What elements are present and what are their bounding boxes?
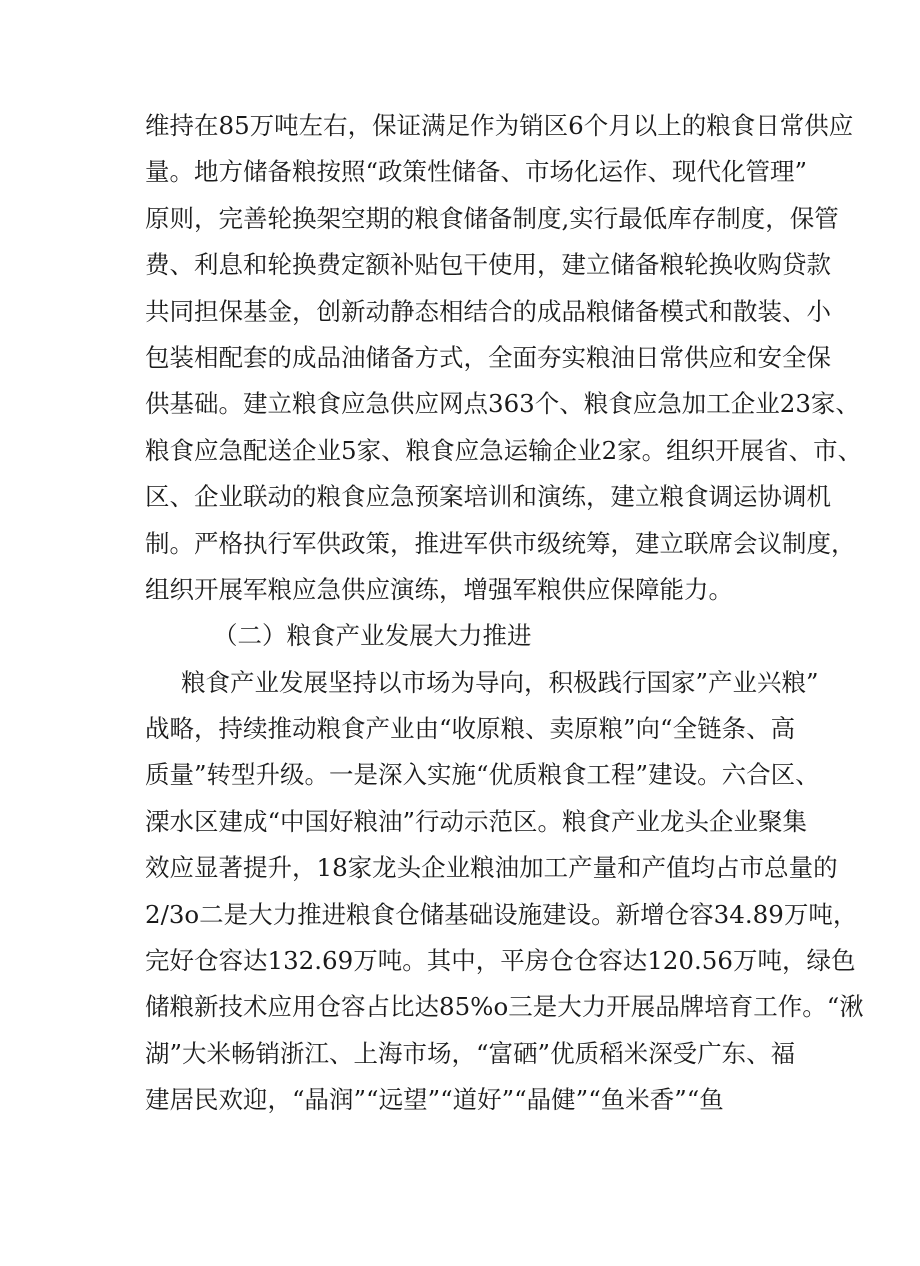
paragraph-2-line-8: 储粮新技术应用仓容占比达85%o三是大力开展品牌培育工作。“湫 <box>145 992 864 1022</box>
paragraph-1-line-10: 制。严格执行军供政策，推进军供市级统筹，建立联席会议制度， <box>145 528 856 558</box>
document-body <box>145 103 864 1124</box>
paragraph-2-line-1: 粮食产业发展坚持以市场为导向，积极践行国家”产业兴粮” <box>181 667 819 697</box>
paragraph-1-line-7: 供基础。建立粮食应急供应网点363个、粮食应急加工企业23家、 <box>145 389 860 419</box>
paragraph-2-line-6: 2/3o二是大力推进粮食仓储基础设施建设。新增仓容34.89万吨， <box>145 899 858 929</box>
paragraph-1-line-9: 区、企业联动的粮食应急预案培训和演练，建立粮食调运协调机 <box>145 482 831 512</box>
paragraph-2-line-7: 完好仓容达132.69万吨。其中，平房仓仓容达120.56万吨，绿色 <box>145 946 856 976</box>
paragraph-2-line-4: 溧水区建成“中国好粮油”行动示范区。粮食产业龙头企业聚集 <box>145 806 808 836</box>
paragraph-2-line-3: 质量”转型升级。一是深入实施“优质粮食工程”建设。六合区、 <box>145 760 820 790</box>
paragraph-2-line-10: 建居民欢迎，“晶润”“远望”“道好”“晶健”“鱼米香”“鱼 <box>145 1085 724 1115</box>
paragraph-1-line-5: 共同担保基金，创新动静态相结合的成品粮储备模式和散装、小 <box>145 296 831 326</box>
paragraph-1-line-8: 粮食应急配送企业5家、粮食应急运输企业2家。组织开展省、市、 <box>145 435 863 465</box>
paragraph-2-line-5: 效应显著提升，18家龙头企业粮油加工产量和产值均占市总量的 <box>145 853 838 883</box>
section-heading: （二）粮食产业发展大力推进 <box>213 621 532 651</box>
paragraph-2-line-9: 湖”大米畅销浙江、上海市场，“富硒”优质稻米深受广东、福 <box>145 1038 796 1068</box>
paragraph-1-line-2: 量。地方储备粮按照“政策性储备、市场化运作、现代化管理” <box>145 157 808 187</box>
paragraph-2-line-2: 战略，持续推动粮食产业由“收原粮、卖原粮”向“全链条、高 <box>145 714 796 744</box>
paragraph-1-line-4: 费、利息和轮换费定额补贴包干使用，建立储备粮轮换收购贷款 <box>145 250 831 280</box>
paragraph-1-line-11: 组织开展军粮应急供应演练，增强军粮供应保障能力。 <box>145 574 733 604</box>
paragraph-1-line-6: 包装相配套的成品油储备方式，全面夯实粮油日常供应和安全保 <box>145 342 831 372</box>
paragraph-1-line-3: 原则，完善轮换架空期的粮食储备制度,实行最低库存制度，保管 <box>145 203 839 233</box>
paragraph-1-line-1: 维持在85万吨左右，保证满足作为销区6个月以上的粮食日常供应 <box>145 111 854 140</box>
